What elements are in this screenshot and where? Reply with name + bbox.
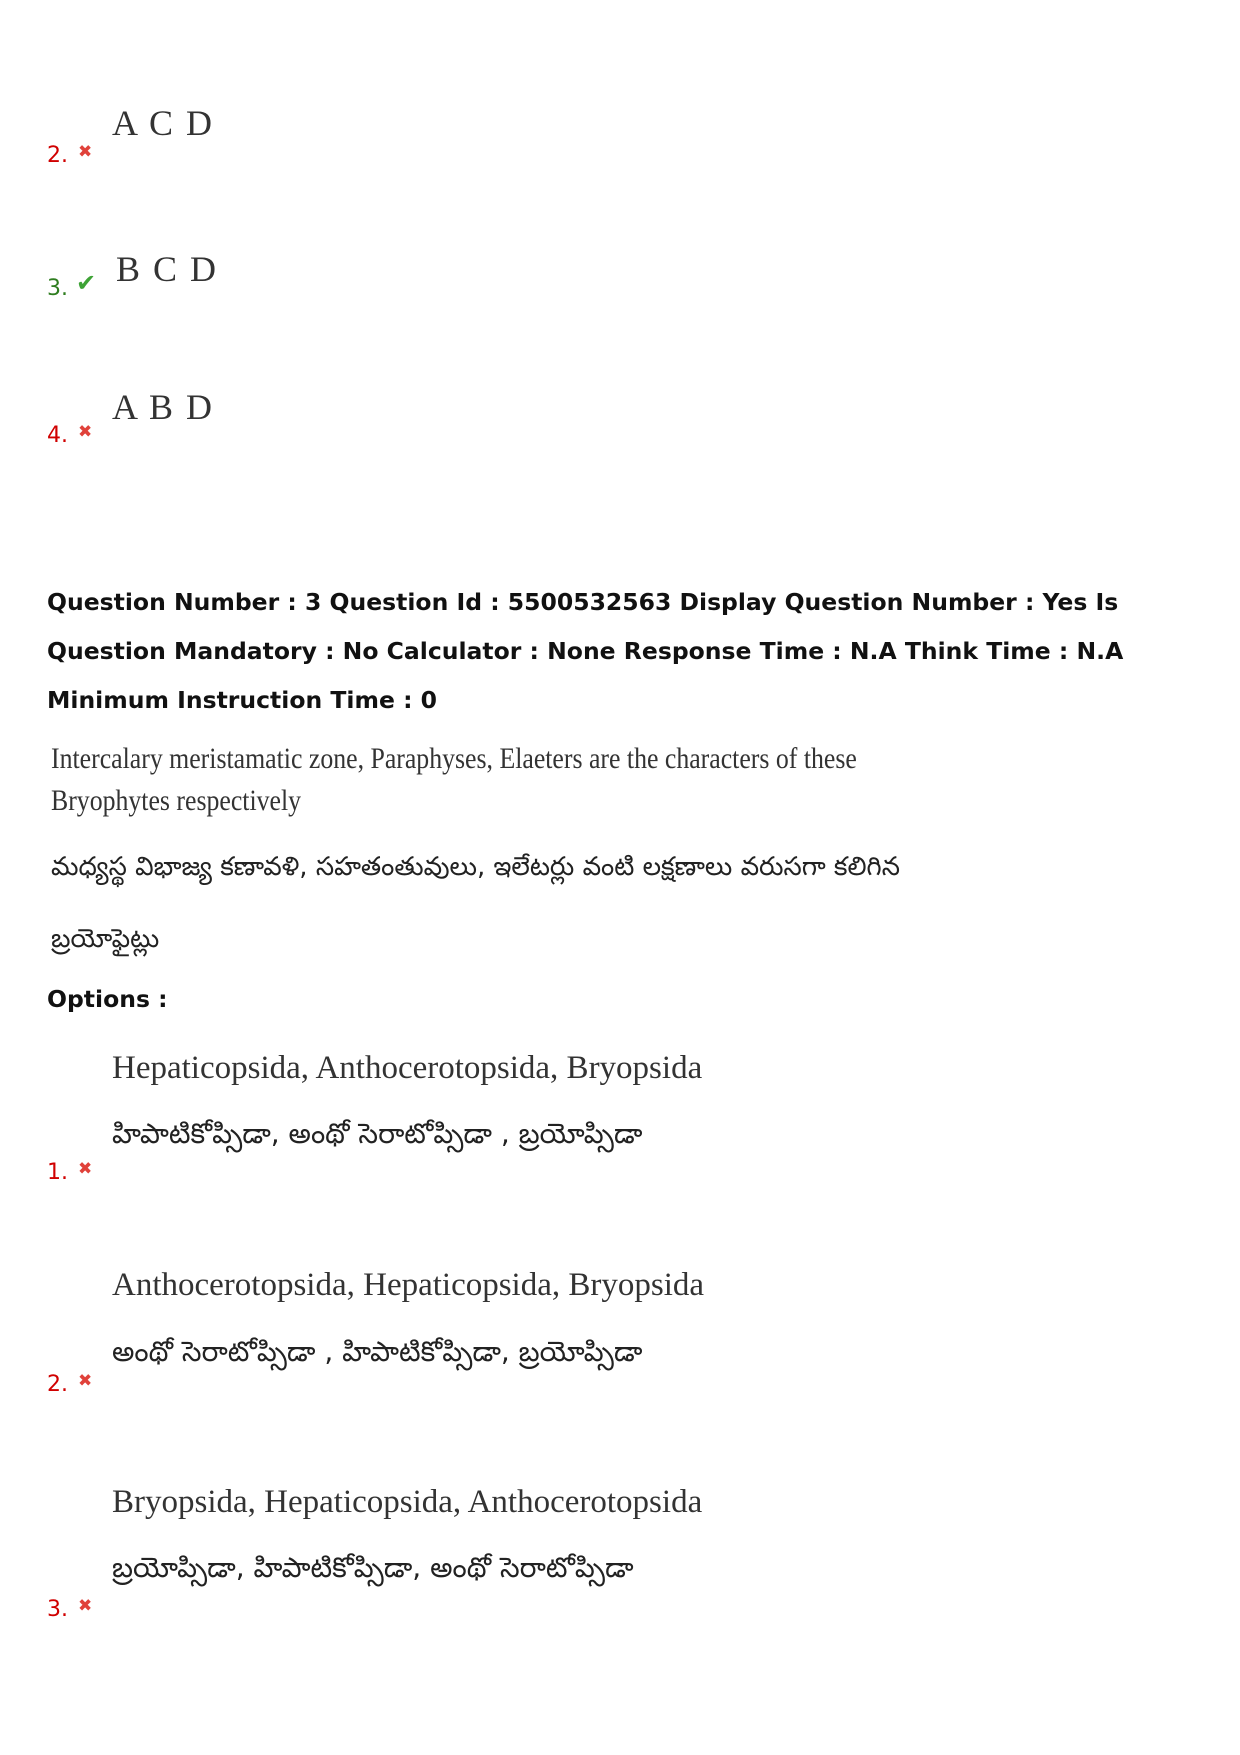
cross-mark-icon: ✖ bbox=[78, 1596, 93, 1616]
option-number: 4. bbox=[47, 423, 68, 448]
option-text: A C D bbox=[112, 103, 215, 143]
question-text-english-line2: Bryophytes respectively bbox=[51, 784, 302, 817]
option-text-english: Anthocerotopsida, Hepaticopsida, Bryopsida bbox=[112, 1267, 705, 1303]
option-text-telugu: అంథో సెరాటోప్సిడా , హిపాటికోప్సిడా, బ్రయోప్సిడా bbox=[112, 1335, 643, 1368]
option-text-english: Bryopsida, Hepaticopsida, Anthocerotopsida bbox=[112, 1484, 703, 1520]
check-mark-icon: ✔ bbox=[76, 269, 97, 297]
option-text-english: Hepaticopsida, Anthocerotopsida, Bryopsida bbox=[112, 1050, 703, 1086]
option-number: 1. bbox=[47, 1160, 68, 1185]
cross-mark-icon: ✖ bbox=[78, 142, 93, 162]
options-label: Options : bbox=[47, 985, 168, 1013]
cross-mark-icon: ✖ bbox=[78, 1371, 93, 1391]
option-text: A B D bbox=[112, 387, 215, 427]
option-text-telugu: హిపాటికోప్సిడా, అంథో సెరాటోప్సిడా , బ్రయోప్సిడా bbox=[112, 1117, 643, 1150]
option-number: 2. bbox=[47, 1372, 68, 1397]
question-text-english-line1: Intercalary meristamatic zone, Paraphyses, Elaeters are the characters of these bbox=[51, 742, 857, 775]
question-meta: Question Number : 3 Question Id : 5500532563 Display Question Number : Yes Is Question Mandatory : No Calculator : None Response Time : N.A Think Time : N.A Minimum Instruction Time : 0 bbox=[47, 588, 1124, 714]
question-text-telugu-line1: మధ్యస్థ విభాజ్య కణావళి, సహతంతువులు, ఇలేటర్లు వంటి లక్షణాలు వరుసగా కలిగిన bbox=[51, 852, 900, 882]
option-number: 2. bbox=[47, 143, 68, 168]
option-number: 3. bbox=[47, 276, 68, 301]
question-text-telugu-line2: బ్రయోఫైట్లు bbox=[51, 924, 160, 954]
cross-mark-icon: ✖ bbox=[78, 1159, 93, 1179]
option-text-telugu: బ్రయోప్సిడా, హిపాటికోప్సిడా, అంథో సెరాటోప్సిడా bbox=[112, 1551, 634, 1584]
option-number: 3. bbox=[47, 1597, 68, 1622]
option-text: B C D bbox=[116, 249, 219, 289]
cross-mark-icon: ✖ bbox=[78, 422, 93, 442]
